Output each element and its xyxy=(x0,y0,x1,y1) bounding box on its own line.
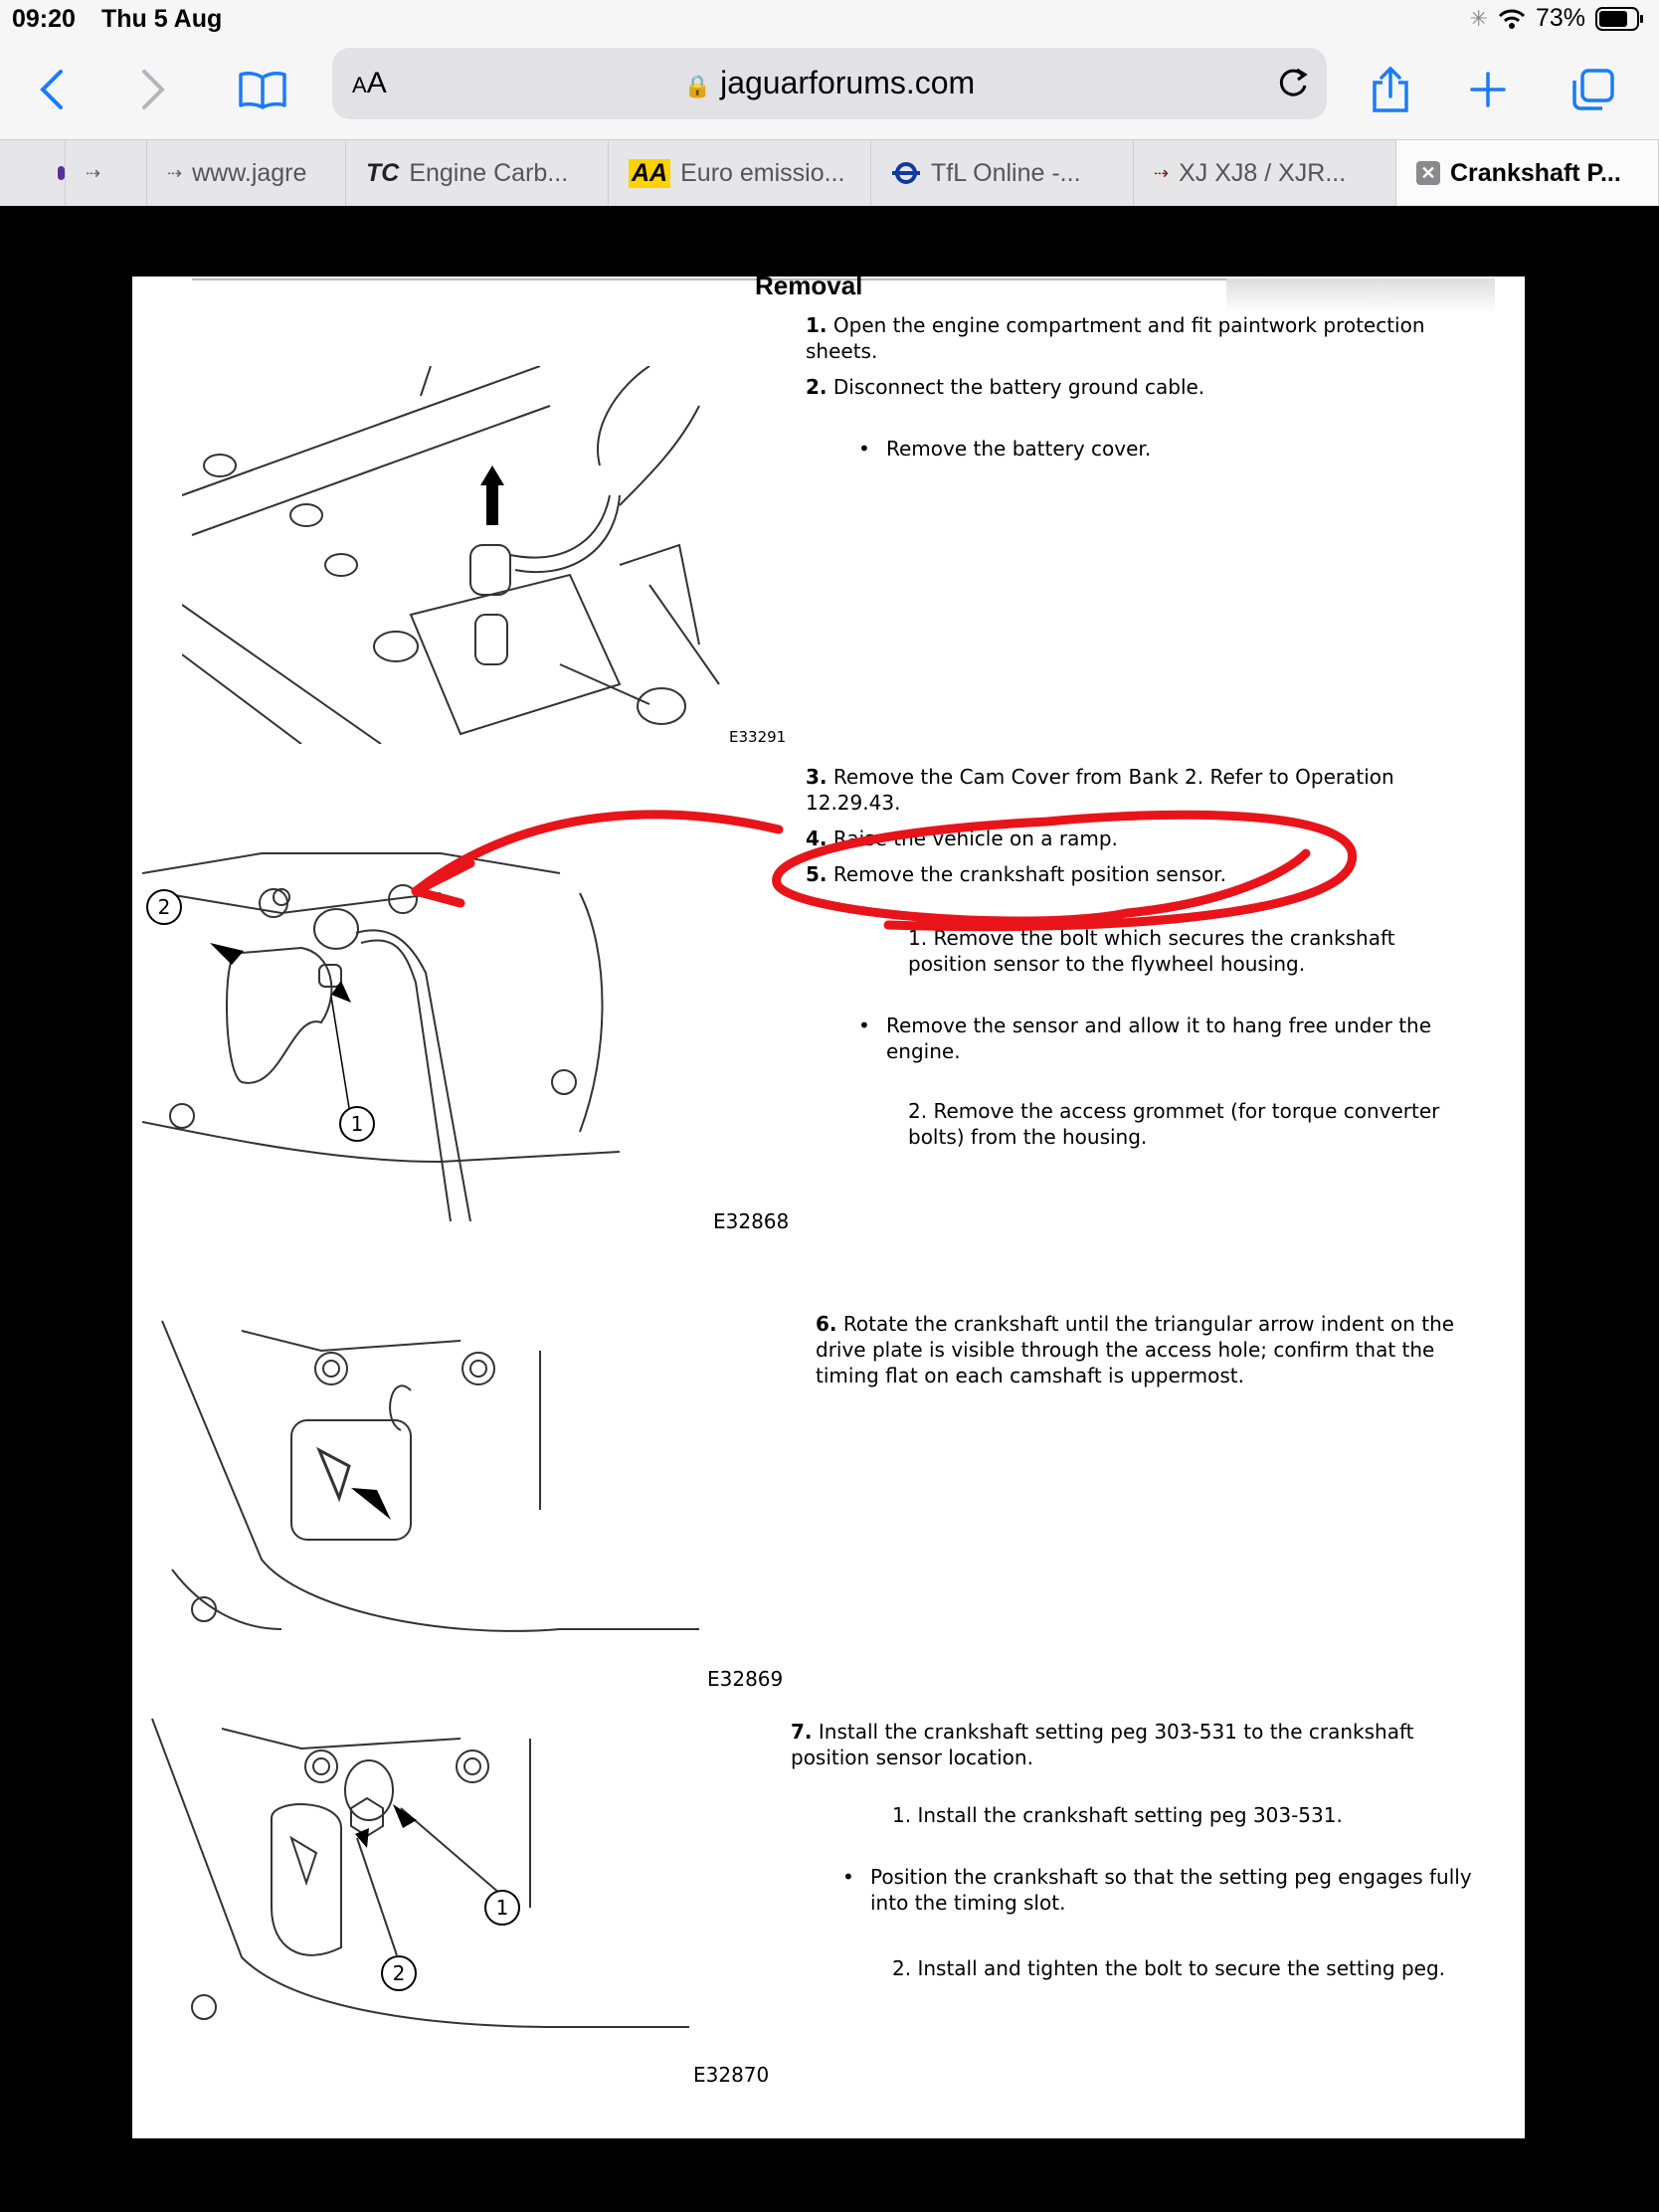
sub-text: Install and tighten the bolt to secure the setting peg. xyxy=(917,1956,1446,1980)
tab-7-active[interactable] xyxy=(1396,140,1659,206)
callout-2: 2 xyxy=(392,1961,406,1985)
step-5-bullet: • Remove the sensor and allow it to hang free under the engine. xyxy=(886,1013,1483,1064)
reader-options-button[interactable]: AA xyxy=(352,67,387,99)
figure-code: E32868 xyxy=(713,1209,790,1233)
status-time: 09:20 xyxy=(12,5,76,33)
browser-toolbar xyxy=(0,42,1659,141)
tab-label: Euro emissio... xyxy=(680,158,845,187)
sub-number: 1. xyxy=(892,1803,912,1827)
new-tab-button[interactable] xyxy=(1458,60,1518,119)
sub-number: 2. xyxy=(892,1956,912,1980)
status-right xyxy=(1470,4,1645,33)
tab-0[interactable] xyxy=(0,140,66,206)
step-7 xyxy=(791,1719,1477,1770)
sub-number: 2. xyxy=(908,1099,928,1123)
tab-label: www.jagre xyxy=(192,158,307,187)
step-4 xyxy=(806,826,1482,851)
tab-overview-button[interactable] xyxy=(1564,60,1623,119)
share-icon xyxy=(1369,65,1412,114)
step-text: Raise the vehicle on a ramp. xyxy=(832,827,1118,850)
tab-label: XJ XJ8 / XJR... xyxy=(1179,158,1347,187)
sub-number: 1. xyxy=(908,926,928,950)
step-1 xyxy=(806,312,1482,364)
callout-1: 1 xyxy=(495,1896,509,1920)
back-button[interactable] xyxy=(22,60,82,119)
tab-3[interactable] xyxy=(346,140,609,206)
reload-icon xyxy=(1275,64,1311,101)
tab-label: Engine Carb... xyxy=(409,158,569,187)
jaguar-logo-icon: ⇢ xyxy=(167,162,183,183)
book-icon xyxy=(238,70,287,109)
step-5-sub-2 xyxy=(908,1098,1485,1150)
step-3 xyxy=(806,764,1482,816)
chevron-right-icon xyxy=(138,68,168,111)
jaguar-forum-icon: ⇢ xyxy=(1154,162,1170,183)
reload-button[interactable] xyxy=(1275,64,1311,106)
browser-chrome xyxy=(0,0,1659,205)
step-7-sub-1 xyxy=(892,1802,1479,1828)
status-date: Thu 5 Aug xyxy=(101,5,223,33)
step-number: 1. xyxy=(806,313,828,337)
tab-5[interactable] xyxy=(871,140,1134,206)
step-number: 4. xyxy=(806,827,828,850)
step-number: 3. xyxy=(806,765,828,789)
step-number: 2. xyxy=(806,375,828,399)
jaguar-logo-icon: ⇢ xyxy=(86,162,101,183)
step-number: 6. xyxy=(816,1312,837,1336)
figure-code: E33291 xyxy=(729,728,787,746)
url-text: jaguarforums.com xyxy=(720,65,976,100)
callout-2: 2 xyxy=(157,895,171,919)
sub-text: Remove the bolt which secures the crankshaft position sensor to the flywheel housing. xyxy=(908,926,1395,976)
step-text: Disconnect the battery ground cable. xyxy=(832,375,1205,399)
battery-cable-illustration xyxy=(182,366,739,744)
tab-favicon-dot-icon xyxy=(58,166,65,180)
tab-2[interactable] xyxy=(147,140,346,206)
chevron-left-icon xyxy=(37,68,67,111)
wifi-icon xyxy=(1498,8,1526,30)
tab-label: TfL Online -... xyxy=(931,158,1081,187)
url-display[interactable] xyxy=(332,65,1327,101)
tab-4[interactable] xyxy=(609,140,871,206)
setting-peg-illustration xyxy=(142,1709,719,2077)
step-number: 7. xyxy=(791,1720,813,1744)
step-text: Install the crankshaft setting peg 303-531 to the crankshaft position sensor location. xyxy=(791,1720,1414,1769)
tab-6[interactable] xyxy=(1134,140,1396,206)
step-5-sub-1 xyxy=(908,925,1465,977)
tab-1[interactable] xyxy=(66,140,147,206)
step-text: Open the engine compartment and fit paintwork protection sheets. xyxy=(806,313,1425,363)
header-shadow xyxy=(1226,278,1495,314)
forward-button[interactable] xyxy=(123,60,183,119)
top-rule xyxy=(192,278,1316,280)
sub-text: Install the crankshaft setting peg 303-531. xyxy=(917,1803,1343,1827)
tabs-icon xyxy=(1570,67,1616,112)
step-7-bullet: • Position the crankshaft so that the setting peg engages fully into the timing slot. xyxy=(870,1864,1477,1916)
step-5 xyxy=(806,861,1482,887)
section-heading: Removal xyxy=(755,271,863,300)
aa-logo-icon: AA xyxy=(629,159,670,188)
step-text: Rotate the crankshaft until the triangular arrow indent on the drive plate is visible through the access hole; confirm that the timing flat on each camshaft is uppermost. xyxy=(816,1312,1455,1387)
tab-label: Crankshaft P... xyxy=(1450,158,1621,187)
close-tab-button[interactable]: ✕ xyxy=(1416,161,1440,185)
figure-code: E32869 xyxy=(707,1667,784,1691)
tc-logo-icon: TC xyxy=(366,158,400,187)
activity-icon: ✳ xyxy=(1469,5,1488,31)
step-number: 5. xyxy=(806,862,828,886)
crankshaft-sensor-illustration xyxy=(142,833,739,1221)
sub-text: Remove the access grommet (for torque converter bolts) from the housing. xyxy=(908,1099,1440,1149)
figure-code: E32870 xyxy=(693,2063,770,2087)
step-7-sub-2 xyxy=(892,1955,1489,1981)
manual-page xyxy=(132,271,1525,2138)
tfl-roundel-icon xyxy=(891,161,921,185)
battery-icon xyxy=(1595,6,1645,32)
tab-bar xyxy=(0,139,1659,206)
address-bar[interactable] xyxy=(332,48,1327,119)
bookmarks-button[interactable] xyxy=(233,60,292,119)
lock-icon: 🔒 xyxy=(683,74,712,98)
step-6 xyxy=(816,1311,1472,1388)
step-2-bullet: • Remove the battery cover. xyxy=(886,436,1483,461)
callout-1: 1 xyxy=(350,1112,364,1136)
step-text: Remove the Cam Cover from Bank 2. Refer to Operation 12.29.43. xyxy=(806,765,1394,815)
step-text: Remove the crankshaft position sensor. xyxy=(832,862,1226,886)
share-button[interactable] xyxy=(1361,60,1420,119)
status-bar xyxy=(0,0,1659,40)
battery-percent: 73% xyxy=(1535,4,1585,32)
step-2 xyxy=(806,374,1482,400)
drive-plate-illustration xyxy=(142,1311,729,1669)
plus-icon xyxy=(1468,70,1508,109)
